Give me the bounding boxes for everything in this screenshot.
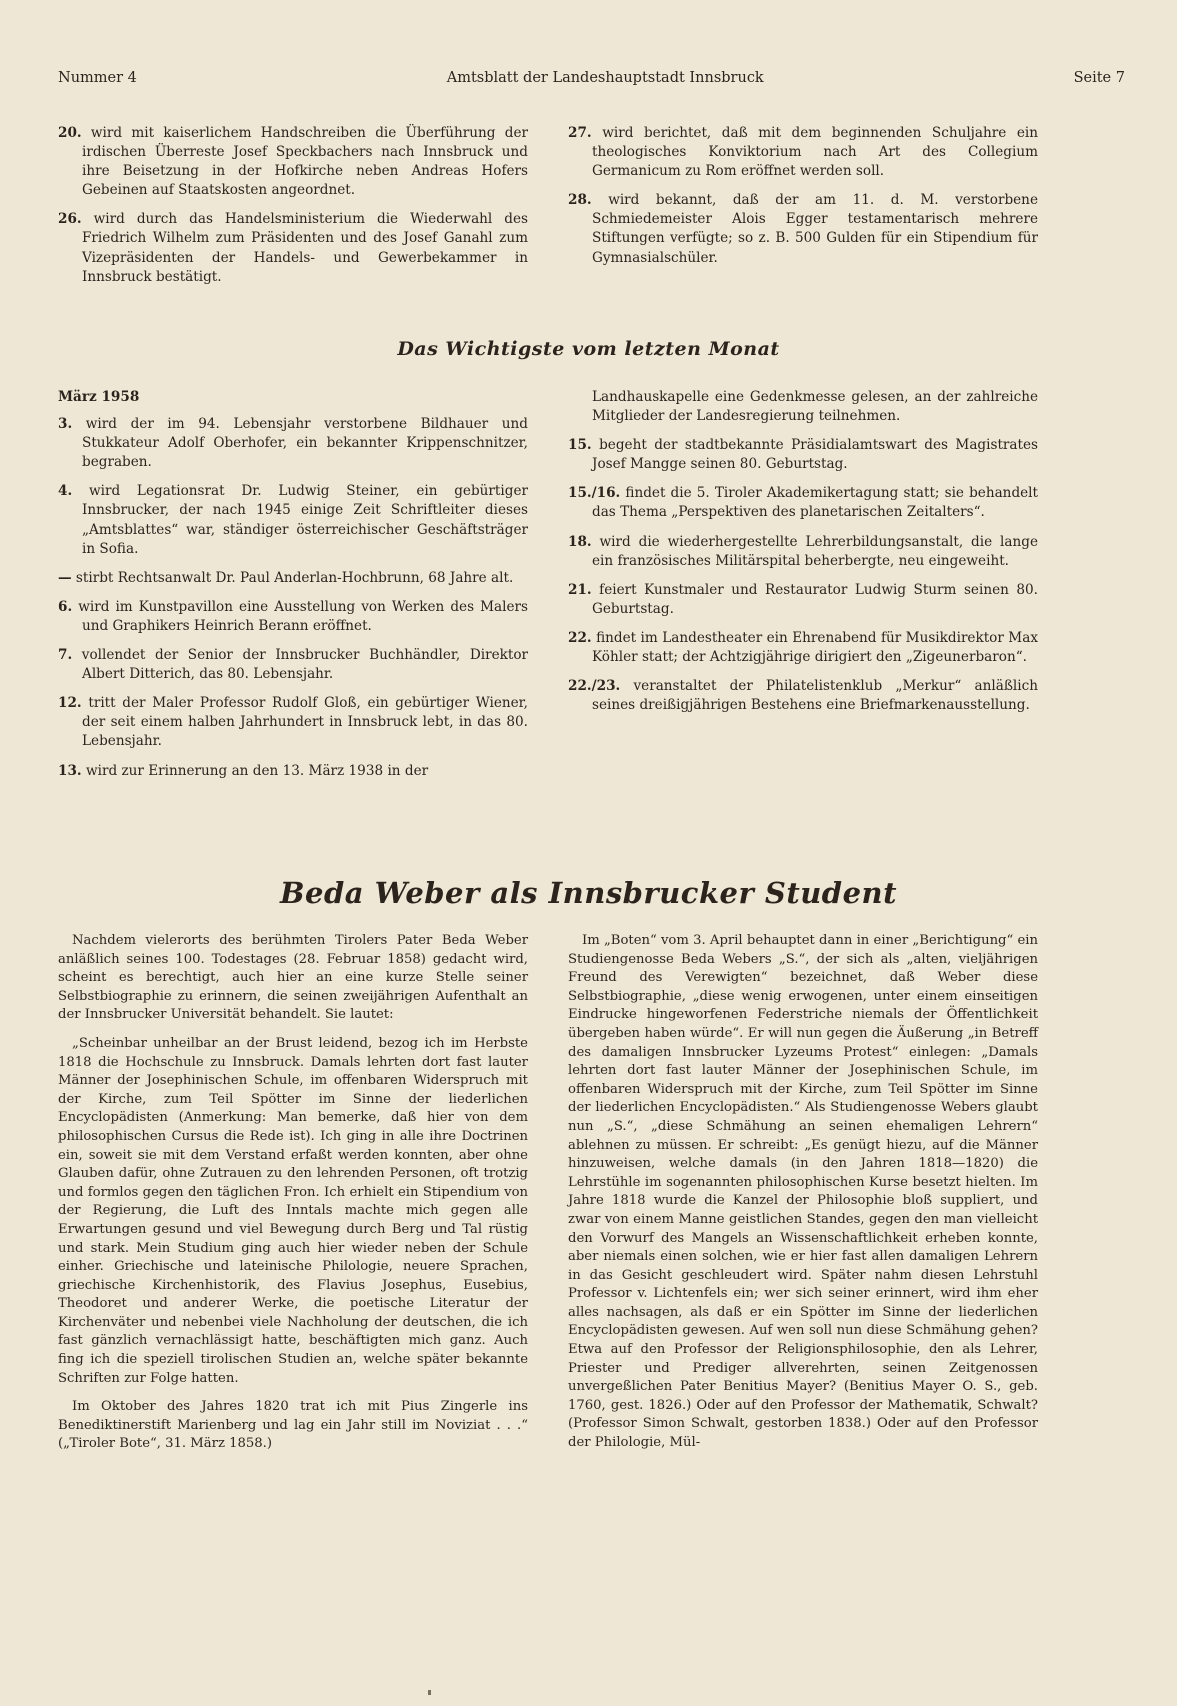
article-right-column <box>568 932 1038 1453</box>
list-item: — stirbt Rechtsanwalt Dr. Paul Anderlan-Hochbrunn, 68 Jahre alt. <box>58 569 514 586</box>
top-right-column <box>568 124 1038 278</box>
list-item: 18. wird die wiederhergestellte Lehrerbildungsanstalt, die lange ein französisches Militärspital beherbergte, neu eingeweiht. <box>568 533 1038 569</box>
list-item: 4. wird Legationsrat Dr. Ludwig Steiner, ein gebürtiger Innsbrucker, der nach 1945 einige Zeit Schriftleiter dieses „Amtsblattes“ war, ständiger österreichischer Geschäftsträger in Sofia. <box>58 483 528 557</box>
monthly-left-column <box>58 388 528 791</box>
list-item: 28. wird bekannt, daß der am 11. d. M. verstorbene Schmiedemeister Alois Egger testamentarisch mehrere Stiftungen verfügte; so z. B. 500 Gulden für ein Stipendium für Gymnasialschüler. <box>568 192 1038 266</box>
list-item: 6. wird im Kunstpavillon eine Ausstellung von Werken des Malers und Graphikers Heinrich Berann eröffnet. <box>58 598 528 634</box>
list-item: 27. wird berichtet, daß mit dem beginnenden Schuljahre ein theologisches Konviktorium nach Art des Collegium Germanicum zu Rom eröffnet werden soll. <box>568 125 1039 180</box>
page-number: Seite 7 <box>1073 70 1125 86</box>
list-item: 22. findet im Landestheater ein Ehrenabend für Musikdirektor Max Köhler statt; der Achtzigjährige dirigiert den „Zigeunerbaron“. <box>568 629 1038 666</box>
monthly-right-column <box>568 388 1038 725</box>
list-item: 12. tritt der Maler Professor Rudolf Gloß, ein gebürtiger Wiener, der seit einem halben Jahrhundert in Innsbruck lebt, in das 80. Lebensjahr. <box>58 695 529 750</box>
list-item: 26. wird durch das Handelsministerium die Wiederwahl des Friedrich Wilhelm zum Präsidenten und des Josef Ganahl zum Vizepräsidenten der Handels- und Gewerbekammer in Innsbruck bestätigt. <box>58 211 528 285</box>
month-heading: März 1958 <box>58 389 140 405</box>
article-paragraph: „Scheinbar unheilbar an der Brust leidend, bezog ich im Herbste 1818 die Hochschule zu Innsbruck. Damals lehrten dort fast lauter Männer der Josephinischen Schule, im offenbaren Widerspruch mit der Kirche, zum Teil Spötter im Sinne der liederlichen Encyclopädisten (Anmerkung: Man bemerke, daß hier von dem philosophischen Cursus die Rede ist). Ich ging in alle ihre Doctrinen ein, soweit sie mit dem Verstand erfaßt werden konnten, aber ohne Glauben dafür, ohne Zutrauen zu den lehrenden Personen, oft trotzig und formlos gegen den täglichen Fron. Ich erhielt ein Stipendium von der Regierung, die Luft des Inntals machte mich gegen alle Erwartungen gesund und viel Bewegung durch Berg und Tal rüstig und stark. Mein Studium ging auch hier wieder neben der Schule einher. Griechische und lateinische Philologie, neuere Sprachen, griechische Kirchenhistorik, des Flavius Josephus, Eusebius, Theodoret und anderer Werke, die poetische Literatur der Kirchenväter und nebenbei viele Nachholung der deutschen, die ich fast gänzlich vernachlässigt hatte, beschäftigten mich ganz. Auch fing ich die speziell tirolischen Studien an, welche später bekannte Schriften zur Folge hatten. <box>58 1035 528 1386</box>
list-item: 13. wird zur Erinnerung an den 13. März 1938 in der <box>58 762 429 779</box>
print-mark <box>428 1690 431 1695</box>
issue-number: Nummer 4 <box>58 70 137 86</box>
list-item: 7. vollendet der Senior der Innsbrucker Buchhändler, Direktor Albert Ditterich, das 80. Lebensjahr. <box>58 647 528 683</box>
list-item: 20. wird mit kaiserlichem Handschreiben die Überführung der irdischen Überreste Josef Speckbachers nach Innsbruck und ihre Beisetzung in der Hofkirche neben Andreas Hofers Gebeinen auf Staatskosten angeordnet. <box>58 125 528 199</box>
list-item: 15./16. findet die 5. Tiroler Akademikertagung statt; sie behandelt das Thema „Perspektiven des planetarischen Zeitalters“. <box>568 485 1038 521</box>
top-left-column <box>58 124 528 297</box>
page-header <box>58 70 1125 94</box>
list-item: 15. begeht der stadtbekannte Präsidialamtswart des Magistrates Josef Mangge seinen 80. Geburtstag. <box>568 437 1039 473</box>
section-title-monthly: Das Wichtigste vom letzten Monat <box>397 338 780 360</box>
list-item: 3. wird der im 94. Lebensjahr verstorbene Bildhauer und Stukkateur Adolf Oberhofer, ein bekannter Krippenschnitzer, begraben. <box>58 416 528 471</box>
continued-text: Landhauskapelle eine Gedenkmesse gelesen, an der zahlreiche Mitglieder der Landesregierung teilnehmen. <box>592 389 1038 425</box>
article-paragraph: Im „Boten“ vom 3. April behauptet dann in einer „Berichtigung“ ein Studiengenosse Beda Webers „S.“, der sich als „alten, vieljährigen Freund des Verewigten“ bezeichnet, daß Weber diese Selbstbiographie, „diese wenig erwogenen, unter einem einseitigen Eindrucke hingeworfenen Federstriche niemals der Öffentlichkeit übergeben haben würde“. Er will nun gegen die Äußerung „in Betreff des damaligen Innsbrucker Lyzeums Protest“ einlegen: „Damals lehrten dort fast lauter Männer der Josephinischen Schule, im offenbaren Widerspruch mit der Kirche, zum Teil Spötter im Sinne der liederlichen Encyclopädisten.“ Als Studiengenosse Webers glaubt nun „S.“, „diese Schmähung an seinen ehemaligen Lehrern“ ablehnen zu müssen. Er schreibt: „Es genügt hiezu, auf die Männer hinzuweisen, welche damals (in den Jahren 1818—1820) die Lehrstühle im sogenannten philosophischen Kurse besetzt hielten. Im Jahre 1818 wurde die Kanzel der Philosophie bloß suppliert, und zwar von einem Manne geistlichen Standes, gegen den man vielleicht den Vorwurf des Mangels an Wissenschaftlichkeit erheben konnte, aber niemals einen solchen, wie er hier fast allen damaligen Lehrern in das Gesicht geschleudert wird. Später nahm diesen Lehrstuhl Professor v. Lichtenfels ein; wer sich seiner erinnert, wird ihm eher alles nachsagen, als daß er ein Spötter im Sinne der liederlichen Encyclopädisten gewesen. Auf wen soll nun diese Schmähung gehen? Etwa auf den Professor der Religionsphilosophie, den als Lehrer, Priester und Prediger allverehrten, seinen Zeitgenossen unvergeßlichen Pater Benitius Mayer? (Benitius Mayer O. S., geb. 1760, gest. 1826.) Oder auf den Professor der Mathematik, Schwalt? (Professor Simon Schwalt, gestorben 1838.) Oder auf den Professor der Philologie, Mül- <box>568 933 1038 1451</box>
list-item: 22./23. veranstaltet der Philatelistenklub „Merkur“ anläßlich seines dreißigjährigen Bestehens eine Briefmarkenausstellung. <box>568 678 1038 714</box>
publication-title: Amtsblatt der Landeshauptstadt Innsbruck <box>446 70 764 86</box>
article-left-column <box>58 932 528 1454</box>
article-title: Beda Weber als Innsbrucker Student <box>279 876 898 910</box>
list-item: 21. feiert Kunstmaler und Restaurator Ludwig Sturm seinen 80. Geburtstag. <box>568 581 1038 617</box>
article-paragraph: Nachdem vielerorts des berühmten Tirolers Pater Beda Weber anläßlich seines 100. Todestages (28. Februar 1858) gedacht wird, scheint es berechtigt, auch hier an eine kurze Stelle seiner Selbstbiographie zu erinnern, die seinen zweijährigen Aufenthalt an der Innsbrucker Universität behandelt. Sie lautet: <box>58 933 528 1023</box>
article-paragraph: Im Oktober des Jahres 1820 trat ich mit Pius Zingerle ins Benediktinerstift Marienberg und lag ein Jahr still im Noviziat . . .“ („Tiroler Bote“, 31. März 1858.) <box>58 1399 528 1452</box>
